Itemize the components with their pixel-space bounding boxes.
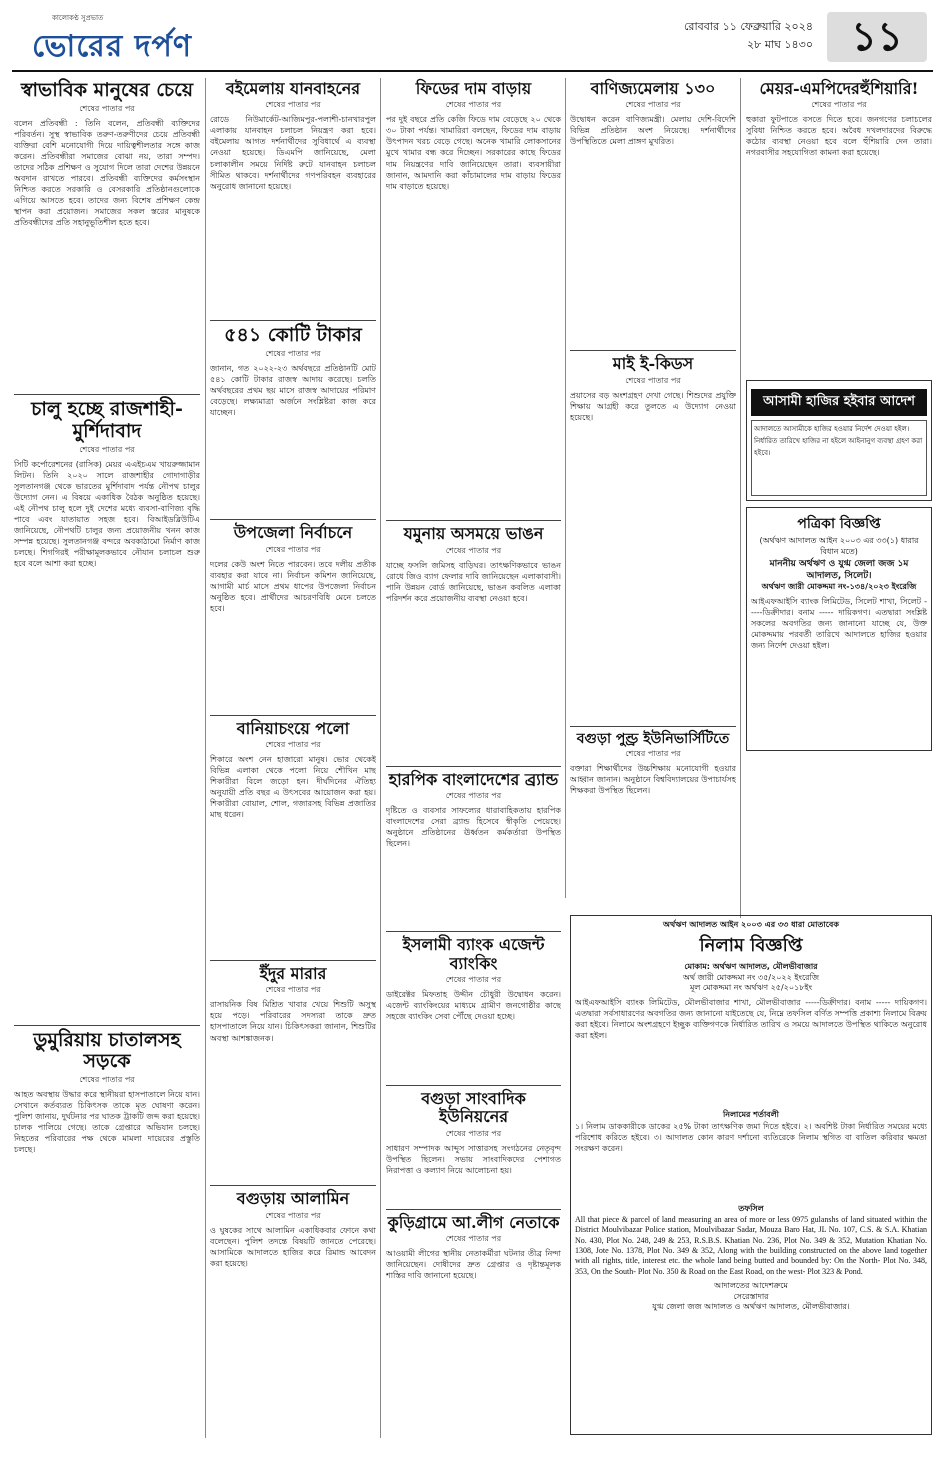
article-continuation: শেষের পাতার পর xyxy=(625,100,681,110)
article-body: ডাইরেক্টর মিফতাহ উদ্দীন চৌধুরী উদ্বোধন করেন। এজেন্ট ব্যাংকিংয়ের মাধ্যমে গ্রামীণ জনগোষ্ঠীর কাছে সহজে ব্যাংকিং সেবা পৌঁছে দেওয়া হচ্ছে। xyxy=(386,989,561,1022)
article-continuation: শেষের পাতার পর xyxy=(79,103,135,113)
divider xyxy=(570,726,736,727)
divider xyxy=(386,931,561,932)
article-continuation: শেষের পাতার পর xyxy=(265,544,321,554)
article-body: যাচ্ছে ফসলি জমিসহ বাড়িঘর। তাৎক্ষণিকভাবে ভাঙন রোধে জিও ব্যাগ ফেলার দাবি জানিয়েছেন এলাকাবাসী। পানি উন্নয়ন বোর্ড জানিয়েছে, ভাঙন কবলিত এলাকা পরিদর্শন করে প্রয়োজনীয় ব্যবস্থা নেওয়া হবে। xyxy=(386,560,561,603)
divider xyxy=(386,1085,561,1086)
signature-line-1: আদালতের আদেশক্রমে xyxy=(714,1281,788,1291)
auction-original-case: মূল মোকদ্দমা নং অর্থঋণ ২৫/২০১৮ইং xyxy=(689,983,813,993)
divider xyxy=(210,1185,376,1186)
article-headline: উপজেলা নির্বাচনে xyxy=(233,523,353,543)
article-headline: বানিয়াচংয়ে পলো xyxy=(236,718,350,738)
notice-case-number: অর্থঋণ জারী মোকদ্দমা নং-১৩৪/২০২৩ ইংরেজি xyxy=(761,582,917,592)
article-body: রোডে নিউমার্কেট-আজিমপুর-পলাশী-চানখারপুল এলাকায় যানবাহন চলাচল নিয়ন্ত্রণ করা হবে। বইমেলায় আগত দর্শনার্থীদের সুবিধার্থে এ ব্যবস্থা নেওয়া হয়েছে। ডিএমপি জানিয়েছে, মেলা চলাকালীন সময়ে নির্দিষ্ট রুটে যানবাহন চলাচল সীমিত থাকবে। দর্শনার্থীদের গণপরিবহন ব্যবহারের অনুরোধ জানানো হয়েছে। xyxy=(210,115,376,191)
article-continuation: শেষের পাতার পর xyxy=(445,100,502,110)
article-pundra-university xyxy=(570,731,736,873)
article-body: হুকারা ফুটপাতে বসতে দিতে হবে। জনগণের চলাচলের সুবিধা নিশ্চিত করতে হবে। অবৈধ দখলদারদের বিরুদ্ধে কঠোর ব্যবস্থা নেওয়া হবে বলে হুঁশিয়ারি দেন তারা। নগরবাসীর সহযোগিতা কামনা করা হয়েছে। xyxy=(746,115,932,158)
article-normal-people xyxy=(14,80,200,388)
article-body: শিকারে অংশ নেন হাজারো মানুষ। ভোর থেকেই বিভিন্ন এলাকা থেকে পলো নিয়ে শৌখিন মাছ শিকারীরা বিলে জড়ো হন। দীর্ঘদিনের ঐতিহ্য অনুযায়ী প্রতি বছর এ উৎসবের আয়োজন করা হয়। শিকারীরা বোয়াল, শোল, গজারসহ বিভিন্ন প্রজাতির মাছ ধরেন। xyxy=(210,755,376,820)
article-trade-fair xyxy=(570,80,736,344)
divider xyxy=(210,960,376,961)
article-body: জানান, গত ২০২২-২৩ অর্থবছরে প্রতিষ্ঠানটি মোট ৫৪১ কোটি টাকার রাজস্ব আদায় করেছে। চলতি অর্থবছরের প্রথম ছয় মাসে রাজস্ব আদায়ের পরিমাণ বেড়েছে। লক্ষ্যমাত্রা অর্জনে সংশ্লিষ্টরা কাজ করে যাচ্ছেন। xyxy=(210,364,376,418)
divider xyxy=(210,320,376,321)
auction-court: মোকাম: অর্থঋণ আদালত, মৌলভীবাজার xyxy=(684,961,818,971)
court-notice-box xyxy=(746,380,932,501)
article-continuation: শেষের পাতার পর xyxy=(445,974,502,984)
signature-block xyxy=(575,1281,927,1312)
article-headline: বগুড়ায় আলামিন xyxy=(236,1189,350,1209)
auction-notice xyxy=(570,915,932,1435)
auction-law-line: অর্থঋণ আদালত আইন ২০০৩ এর ৩৩ ধারা মোতাবেক xyxy=(663,920,839,929)
masthead xyxy=(12,12,933,72)
column-divider xyxy=(740,78,741,918)
divider xyxy=(386,1209,561,1210)
article-body: দলের কেউ অংশ নিতে পারবেন। তবে দলীয় প্রতীক ব্যবহার করা যাবে না। নির্বাচন কমিশন জানিয়েছে, আগামী মার্চ মাসে প্রথম ধাপের উপজেলা নির্বাচন অনুষ্ঠিত হবে। প্রার্থীদের আচরণবিধি মেনে চলতে হবে। xyxy=(210,559,376,613)
schedule-title: তফসিল xyxy=(738,1203,764,1213)
divider xyxy=(570,350,736,351)
article-headline: মাই ই-কিডস xyxy=(612,354,694,374)
article-body: রাসায়নিক বিষ মিশ্রিত খাবার খেয়ে শিশুটি অসুস্থ হয়ে পড়ে। পরিবারের সদস্যরা তাকে দ্রুত হাসপাতালে নিয়ে যান। চিকিৎসকরা জানান, শিশুটির অবস্থা আশঙ্কাজনক। xyxy=(210,1000,376,1043)
article-bogura-alamin xyxy=(210,1190,376,1374)
article-continuation: শেষের পাতার পর xyxy=(445,791,502,801)
article-continuation: শেষের পাতার পর xyxy=(265,100,321,110)
article-journalist-union xyxy=(386,1090,561,1203)
auction-title: নিলাম বিজ্ঞপ্তি xyxy=(699,934,803,956)
newspaper-logo: ভোরের দর্পণ xyxy=(32,29,192,64)
article-body: বক্তারা শিক্ষার্থীদের উচ্চশিক্ষায় মনোযোগী হওয়ার আহ্বান জানান। অনুষ্ঠানে বিশ্ববিদ্যালয়ের উপাচার্যসহ শিক্ষকরা উপস্থিত ছিলেন। xyxy=(570,763,736,795)
article-body: সাধারণ সম্পাদক আব্দুস সাত্তারসহ সংগঠনের নেতৃবৃন্দ উপস্থিত ছিলেন। সভায় সাংবাদিকদের পেশাগত নিরাপত্তা ও কল্যাণ নিয়ে আলোচনা হয়। xyxy=(386,1143,561,1175)
article-541-crore xyxy=(210,325,376,513)
article-headline: চালু হচ্ছে রাজশাহী-মুর্শিদাবাদ xyxy=(31,397,183,442)
article-continuation: শেষের পাতার পর xyxy=(79,1075,135,1085)
article-headline: ইসলামী ব্যাংক এজেন্ট ব্যাংকিং xyxy=(402,935,545,973)
article-upazila-election xyxy=(210,524,376,708)
article-headline: বগুড়া পুণ্ড্র ইউনিভার্সিটিতে xyxy=(576,730,730,747)
article-jamuna-erosion xyxy=(386,525,561,759)
column-4 xyxy=(570,78,736,879)
article-continuation: শেষের পাতার পর xyxy=(265,985,321,995)
conditions-body: ১। নিলাম ডাককারীকে ডাকের ২৫% টাকা তাৎক্ষণিক জমা দিতে হইবে। ২। অবশিষ্ট টাকা নির্ধারিত সময়ের মধ্যে পরিশোধ করিতে হইবে। ৩। আদালত কোন কারণ দর্শানো ব্যতিরেকে নিলাম স্থগিত বা বাতিল করিবার ক্ষমতা সংরক্ষণ করেন। xyxy=(575,1121,927,1154)
column-divider xyxy=(205,78,206,1438)
notice-table xyxy=(751,420,927,496)
article-continuation: শেষের পাতার পর xyxy=(265,349,321,359)
newspaper-notice-box xyxy=(746,507,932,751)
notice-cell xyxy=(752,421,927,496)
logo-tagline: কালোকণ্ঠ সুপ্রভাত xyxy=(52,14,104,22)
auction-case-number: অর্থ জারী মোকদ্দমা নং ৩৫/২০২২ ইংরেজি xyxy=(682,972,820,982)
article-headline: বগুড়া সাংবাদিক ইউনিয়নের xyxy=(421,1088,526,1127)
article-islami-bank xyxy=(386,936,561,1079)
article-body: পর দুই বছরে প্রতি কেজি ফিডে দাম বেড়েছে ২০ থেকে ৩০ টাকা পর্যন্ত। খামারিরা বলছেন, ফিডের দাম বাড়ায় উৎপাদন খরচ বেড়ে গেছে। অনেক খামারি লোকসানের মুখে খামার বন্ধ করে দিচ্ছেন। সরকারের কাছে ফিডের দাম নিয়ন্ত্রণের দাবি জানিয়েছেন তারা। ব্যবসায়ীরা জানান, আমদানি করা কাঁচামালের দাম বাড়ায় ফিডের দাম বাড়াতে হয়েছে। xyxy=(386,115,561,191)
column-divider xyxy=(380,78,381,1438)
notice-body: আইএফআইসি ব্যাংক লিমিটেড, সিলেট শাখা, সিলেট -----ডিক্রীদার। বনাম ----- দায়িকগণ। এতদ্বারা সংশ্লিষ্ট সকলের অবগতির জন্য জানানো যাচ্ছে যে, উক্ত মোকদ্দমায় পরবর্তী তারিখে আদালতে হাজির হওয়ার জন্য নির্দেশ দেওয়া হইল। xyxy=(751,597,927,651)
article-continuation: শেষের পাতার পর xyxy=(445,1234,502,1244)
column-5 xyxy=(746,78,932,751)
article-body: উদ্বোধন করেন বাণিজ্যমন্ত্রী। মেলায় দেশি-বিদেশি বিভিন্ন প্রতিষ্ঠান অংশ নিয়েছে। দর্শনার্থীদের উপস্থিতিতে মেলা প্রাঙ্গণ মুখরিত। xyxy=(570,115,736,147)
auction-body: আইএফআইসি ব্যাংক লিমিটেড, মৌলভীবাজার শাখা, মৌলভীবাজার -----ডিক্রীদার। বনাম ----- দায়িকগণ। এতদ্বারা সর্বসাধারণের অবগতির জন্য জানানো যাইতেছে যে, নিম্নে তফসিল বর্ণিত সম্পত্তি প্রকাশ্য নিলামে বিক্রয় করা হইবে। নিলামে অংশগ্রহণে ইচ্ছুক ব্যক্তিগণকে নির্ধারিত তারিখ ও সময়ে আদালতে উপস্থিত থাকিতে অনুরোধ করা হইল। xyxy=(575,998,927,1041)
article-headline: বইমেলায় যানবাহনের xyxy=(225,79,361,98)
article-headline: মেয়র-এমপিদেরহুঁশিয়ারি! xyxy=(759,79,919,98)
column-3 xyxy=(386,78,561,1314)
article-body: আওয়ামী লীগের স্থানীয় নেতাকর্মীরা ঘটনার তীব্র নিন্দা জানিয়েছেন। দোষীদের দ্রুত গ্রেপ্তার ও দৃষ্টান্তমূলক শাস্তির দাবি জানানো হয়েছে। xyxy=(386,1249,561,1281)
divider xyxy=(210,715,376,716)
article-book-fair xyxy=(210,80,376,314)
article-headline: হারপিক বাংলাদেশের ব্র্যান্ড xyxy=(388,769,559,789)
article-headline: ৫৪১ কোটি টাকার xyxy=(224,324,362,347)
column-1 xyxy=(14,78,200,1475)
column-divider xyxy=(565,78,566,898)
article-continuation: শেষের পাতার পর xyxy=(79,444,135,454)
article-headline: ডুমুরিয়ায় চাতালসহ সড়কে xyxy=(33,1028,181,1073)
article-harpic xyxy=(386,771,561,925)
article-dumuria xyxy=(14,1030,200,1470)
article-baniyachong xyxy=(210,720,376,954)
divider xyxy=(14,1025,200,1026)
notice-body: আদালতে আসামীকে হাজির হওয়ার নির্দেশ দেওয়া হইল। নির্ধারিত তারিখে হাজির না হইলে আইনানুগ ব্যবস্থা গ্রহণ করা হইবে। xyxy=(754,425,923,458)
notice-title: পত্রিকা বিজ্ঞপ্তি xyxy=(797,516,881,533)
article-headline: ইঁদুর মারার xyxy=(259,964,327,984)
article-headline: কুড়িগ্রামে আ.লীগ নেতাকে xyxy=(387,1212,560,1232)
signature-line-2: সেরেস্তাদার xyxy=(733,1291,769,1301)
schedule-english: All that piece & parcel of land measuring an area of more or less 0975 gulanshs of land situated within the District Moulvibazar Police station, Moulvibazar Sadar, Mouza Baro Hat, JL No. 107, C.S. & S.A. Khatian No. 430, Plot No. 248, 249 & 253, R.S.B.S. Khatian No. 236, Plot No. 349 & 352, Mutation Khatian No. 1308, Jote No. 1378, Plot No. 349 & 352, Along with the building constructed on the above land together with all rights, title, interest etc. the whole land being butted and bounded by: On the North- Plot No. 348, 353, On the South- Plot No. 350 & Road on the East Road, on the west- Plot 323 & Pond. xyxy=(575,1214,927,1276)
article-my-ekids xyxy=(570,355,736,719)
signature-line-3: যুগ্ম জেলা জজ আদালত ও অর্থঋণ আদালত, মৌলভীবাজার। xyxy=(652,1301,850,1311)
article-kurigram xyxy=(386,1214,561,1308)
article-continuation: শেষের পাতার পর xyxy=(445,1128,502,1138)
article-headline: ফিডের দাম বাড়ায় xyxy=(415,79,532,98)
divider xyxy=(210,519,376,520)
article-headline: স্বাভাবিক মানুষের চেয়ে xyxy=(20,79,194,101)
article-body: বলেন প্রতিবন্ধী : তিনি বলেন, প্রতিবন্ধী ব্যক্তিদের পরিবর্তন। সুস্থ স্বাভাবিক তরুণ-তরুণীদের চেয়ে প্রতিবন্ধী ব্যক্তিরা বেশি মনোযোগী দিয়ে দায়িত্বশীলতার সঙ্গে কাজ করেন। প্রতিবন্ধীরা সমাজের বোঝা নয়, তারা সম্পদ। তাদের সঠিক প্রশিক্ষণ ও সুযোগ দিলে তারা দেশের উন্নয়নে অবদান রাখতে পারবে। প্রতিবন্ধী ব্যক্তিদের কর্মসংস্থান নিশ্চিত করতে সরকারি ও বেসরকারি প্রতিষ্ঠানগুলোকে এগিয়ে আসতে হবে। তাদের জন্য বিশেষ প্রশিক্ষণ কেন্দ্র স্থাপন করা প্রয়োজন। সমাজের সকল স্তরের মানুষকে প্রতিবন্ধীদের প্রতি সহানুভূতিশীল হতে হবে। xyxy=(14,118,200,228)
article-continuation: শেষের পাতার পর xyxy=(445,545,502,555)
article-headline: যমুনায় অসময়ে ভাঙন xyxy=(403,524,544,544)
date-bengali: ২৮ মাঘ ১৪৩০ xyxy=(747,38,813,51)
divider xyxy=(14,394,200,395)
article-continuation: শেষের পাতার পর xyxy=(625,748,681,758)
page-number: ১১ xyxy=(827,12,927,62)
article-continuation: শেষের পাতার পর xyxy=(811,100,867,110)
article-rajshahi-murshidabad xyxy=(14,399,200,1019)
article-continuation: শেষের পাতার পর xyxy=(625,375,681,385)
column-2 xyxy=(210,78,376,1381)
article-rat-poison xyxy=(210,965,376,1179)
notice-banner: আসামী হাজির হইবার আদেশ xyxy=(751,389,927,416)
article-body: দৃষ্টিতে ও ব্যবসার সাফল্যের ধারাবাহিকতায় হারপিক বাংলাদেশের সেরা ব্র্যান্ড হিসেবে স্বীকৃতি পেয়েছে। অনুষ্ঠানে প্রতিষ্ঠানের ঊর্ধ্বতন কর্মকর্তারা উপস্থিত ছিলেন। xyxy=(386,806,561,849)
article-headline: বাণিজ্যমেলায় ১৩০ xyxy=(590,79,716,98)
divider xyxy=(386,766,561,767)
article-body: আহত অবস্থায় উদ্ধার করে স্থানীয়রা হাসপাতালে নিয়ে যান। সেখানে কর্তব্যরত চিকিৎসক তাকে মৃত ঘোষণা করেন। পুলিশ জানায়, দুর্ঘটনার পর ঘাতক ট্রাকটি জব্দ করা হয়েছে। চালক পালিয়ে গেছে। তাকে গ্রেপ্তারে অভিযান চলছে। নিহতের পরিবারের পক্ষ থেকে মামলা দায়েরের প্রস্তুতি চলছে। xyxy=(14,1090,200,1155)
article-continuation: শেষের পাতার পর xyxy=(265,740,321,750)
conditions-title: নিলামের শর্তাবলী xyxy=(723,1110,779,1120)
notice-court: মাননীয় অর্থঋণ ও যুগ্ম জেলা জজ ১ম আদালত, সিলেট। xyxy=(769,558,909,582)
article-body: প্রয়াসের বড় অংশগ্রহণ দেখা গেছে। শিশুদের প্রযুক্তি শিক্ষায় আগ্রহী করে তুলতে এ উদ্যোগ নেওয়া হয়েছে। xyxy=(570,390,736,422)
divider xyxy=(386,520,561,521)
article-feed-price xyxy=(386,80,561,514)
article-body: সিটি কর্পোরেশনের (রাসিক) মেয়র এএইচএম খায়রুজ্জামান লিটন। তিনি ২০২০ সালে রাজশাহীর গোদাগাড়ীর সুলতানগঞ্জ থেকে ভারতের মুর্শিদাবাদ পর্যন্ত নৌপথ চালুর উদ্যোগ নেন। এ বিষয়ে একাধিক বৈঠক অনুষ্ঠিত হয়েছে। এই নৌপথ চালু হলে দুই দেশের মধ্যে ব্যবসা-বাণিজ্য বৃদ্ধি পাবে এবং যাতায়াত সহজ হবে। বিআইডব্লিউটিএ জানিয়েছে, নৌপথটি চালুর জন্য প্রয়োজনীয় খনন কাজ সম্পন্ন হয়েছে। সুলতানগঞ্জ বন্দরে অবকাঠামো নির্মাণ কাজ চলছে। শিগগিরই পরীক্ষামূলকভাবে নৌযান চলাচল শুরু হবে বলে আশা করা হচ্ছে। xyxy=(14,459,200,568)
article-mayor-mp-warning xyxy=(746,80,932,374)
date-gregorian: রোববার ১১ ফেব্রুয়ারি ২০২৪ xyxy=(683,20,813,33)
article-body: ও ঘুষকের সাথে আলামিন একাধিকবার ফোনে কথা বলেছেন। পুলিশ তদন্তে বিষয়টি জানতে পেরেছে। আসামিকে আদালতে হাজির করে রিমান্ড আবেদন করা হয়েছে। xyxy=(210,1225,376,1268)
article-continuation: শেষের পাতার পর xyxy=(265,1210,321,1220)
notice-line: (অর্থঋণ আদালত আইন ২০০৩ এর ৩৩(১) ধারার বিধান মতে) xyxy=(759,536,919,557)
